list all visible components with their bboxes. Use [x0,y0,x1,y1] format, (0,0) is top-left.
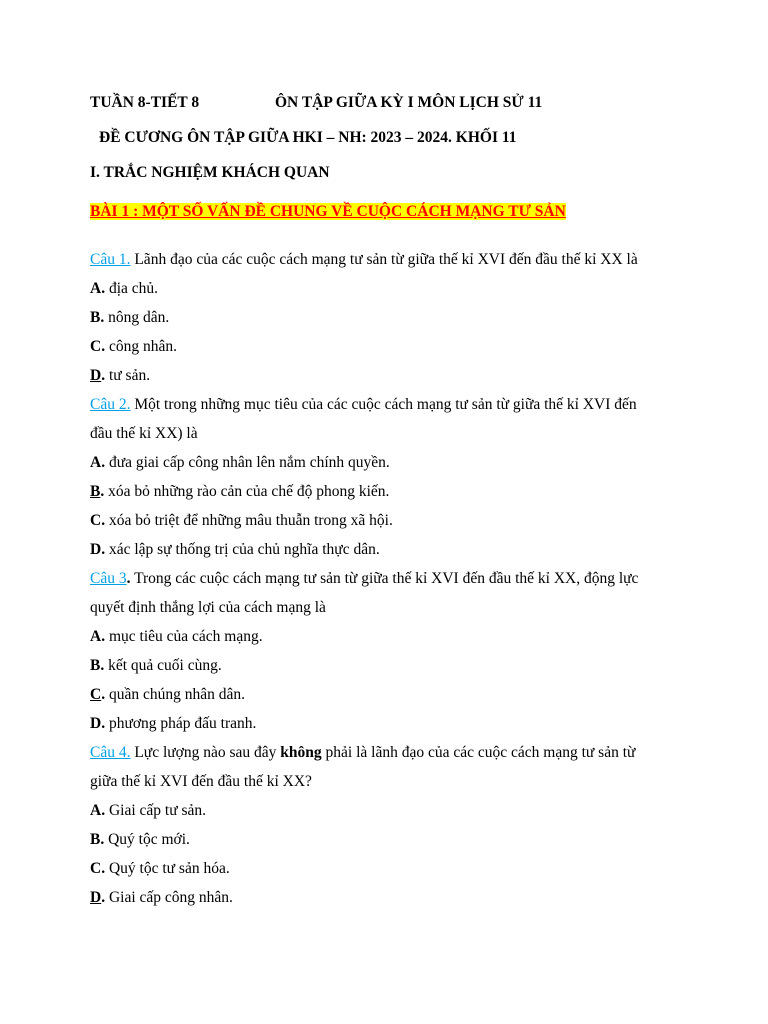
option-letter: C [90,686,102,703]
option-letter: C. [90,512,106,529]
lesson-heading [90,202,566,222]
option-text: Giai cấp công nhân. [105,889,233,906]
option-letter: D. [90,541,106,558]
option-dot: . [100,483,105,500]
question-label-dot: . [126,570,131,587]
option-text: Quý tộc mới. [104,831,190,848]
option-b-answer [90,482,389,502]
question-emphasis: không [280,744,322,761]
question-2 [90,395,637,415]
option-text: xóa bỏ triệt để những mâu thuẫn trong xã hội. [105,512,393,529]
question-text-cont: giữa thế kỉ XVI đến đầu thế kỉ XX? [90,773,312,790]
option-d [90,540,380,560]
option-letter: D. [90,715,106,732]
question-text: Một trong những mục tiêu của các cuộc cách mạng tư sản từ giữa thế kỉ XVI đến [130,396,637,413]
option-text: Quý tộc tư sản hóa. [105,860,230,877]
question-1 [90,250,638,270]
option-text: địa chủ. [105,280,159,297]
option-text: Giai cấp tư sản. [105,802,207,819]
option-letter: B. [90,309,105,326]
option-dot: . [101,889,106,906]
option-letter: C. [90,338,106,355]
option-letter: B [90,483,101,500]
option-letter: A. [90,454,106,471]
option-text: đưa giai cấp công nhân lên nắm chính quyền. [105,454,390,471]
option-dot: . [101,367,106,384]
option-text: xác lập sự thống trị của chủ nghĩa thực dân. [105,541,380,558]
option-text: mục tiêu của cách mạng. [105,628,263,645]
option-b [90,830,190,850]
question-text-cont: đầu thế kỉ XX) là [90,425,198,442]
option-d [90,714,256,734]
option-a [90,279,158,299]
section-title: I. TRẮC NGHIỆM KHÁCH QUAN [90,164,330,181]
option-text: tư sản. [105,367,151,384]
option-d-answer [90,888,233,908]
option-b [90,308,169,328]
question-text-rest: phải là lãnh đạo của các cuộc cách mạng tư sản từ [321,744,636,761]
option-text: phương pháp đấu tranh. [105,715,257,732]
option-a [90,801,206,821]
option-letter: A. [90,802,106,819]
option-a [90,453,390,473]
subject-title: ÔN TẬP GIỮA KỲ I MÔN LỊCH SỬ 11 [275,94,543,111]
option-letter: D [90,889,102,906]
header-line [90,93,543,113]
option-c-answer [90,685,245,705]
option-b [90,656,222,676]
question-label: Câu 4. [90,744,131,761]
option-letter: A. [90,280,106,297]
outline-title: ĐỀ CƯƠNG ÔN TẬP GIỮA HKI – NH: 2023 – 2024. KHỐI 11 [99,129,517,146]
option-c [90,859,230,879]
question-label: Câu 1. [90,251,131,268]
question-text: Trong các cuộc cách mạng tư sản từ giữa thế kỉ XVI đến đầu thế kỉ XX, động lực [130,570,639,587]
question-text-cont: quyết định thắng lợi của cách mạng là [90,599,326,616]
option-letter: D [90,367,102,384]
option-letter: C. [90,860,106,877]
option-text: quần chúng nhân dân. [105,686,245,703]
question-label: Câu 2. [90,396,131,413]
question-label: Câu 3 [90,570,127,587]
option-text: nông dân. [104,309,170,326]
option-letter: B. [90,831,105,848]
question-text: Lãnh đạo của các cuộc cách mạng tư sản từ giữa thế kỉ XVI đến đầu thế kỉ XX là [130,251,638,268]
option-a [90,627,263,647]
option-c [90,511,393,531]
option-dot: . [101,686,106,703]
lesson-title: BÀI 1 : MỘT SỐ VẤN ĐỀ CHUNG VỀ CUỘC CÁCH MẠNG TƯ SẢN [90,203,566,220]
week-label: TUẦN 8-TIẾT 8 [90,94,200,111]
option-letter: A. [90,628,106,645]
option-letter: B. [90,657,105,674]
question-text: Lực lượng nào sau đây [130,744,281,761]
option-text: xóa bỏ những rào cản của chế độ phong kiến. [104,483,390,500]
option-text: kết quả cuối cùng. [104,657,222,674]
option-c [90,337,177,357]
option-d-answer [90,366,150,386]
question-3 [90,569,638,589]
question-4 [90,743,635,763]
option-text: công nhân. [105,338,177,355]
